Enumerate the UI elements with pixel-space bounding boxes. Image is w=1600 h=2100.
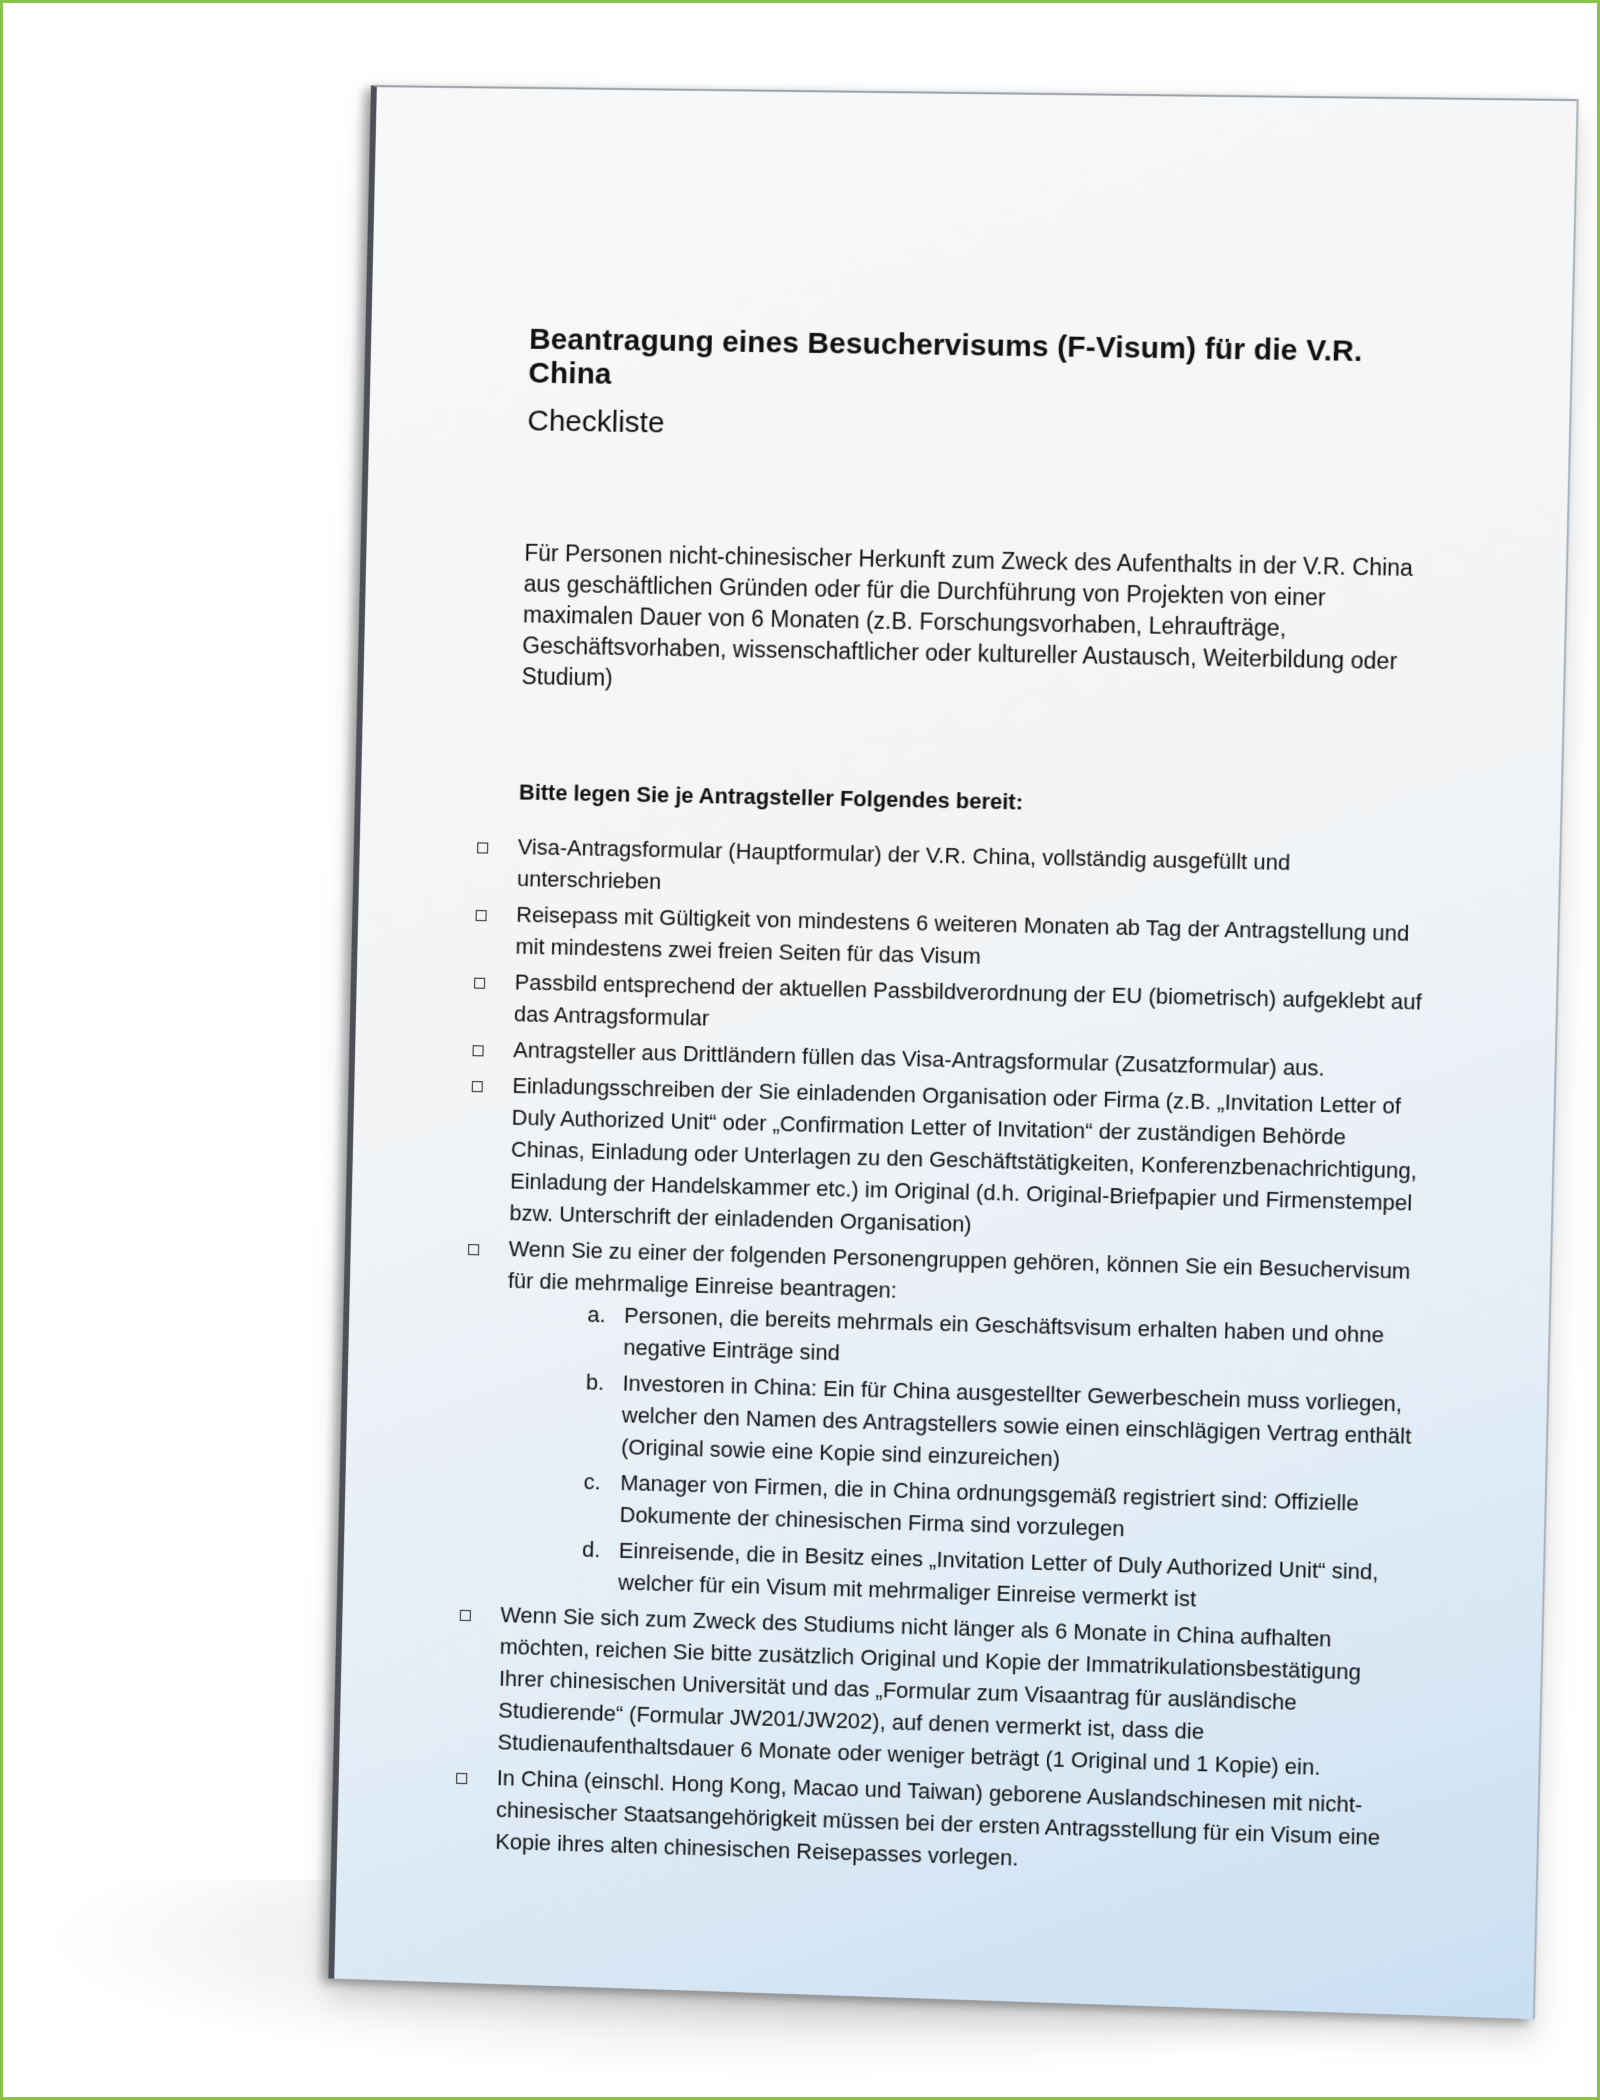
checkbox-icon — [456, 1773, 467, 1784]
sublist-item-text: Investoren in China: Ein für China ausgestellter Gewerbeschein muss vorliegen, welcher den Namen des Antragstellers sowie einen einschlägigen Vertrag enthält (Original sowie eine Kopie sind einzureichen) — [620, 1370, 1412, 1472]
checklist-item-text: Einladungsschreiben der Sie einladenden Organisation oder Firma (z.B. „Invitation Letter of Duly Authorized Unit“ oder „Confirmation Letter of Invitation“ der zuständigen Behörde Chinas, Einladung oder Unterlagen zu den Geschäftstätigkeiten, Konferenzbenachrichtigung, Einladung der Handelskammer etc.) im Original (d.h. Original-Briefpapier und Firmenstempel bzw. Unterschrift der einladenden Organisation) — [509, 1072, 1418, 1237]
checkbox-icon — [474, 978, 485, 989]
checklist-item — [509, 1070, 1422, 1252]
intro-paragraph: Für Personen nicht-chinesischer Herkunft zum Zweck des Aufenthalts in der V.R. China aus geschäftlichen Gründen oder für die Durchführung von Projekten von einer maximalen Dauer von 6 Monaten (z.B. Forschungsvorhaben, Lehraufträge, Geschäftsvorhaben, wissenschaftlicher oder kultureller Austausch, Weiterbildung oder Studium) — [521, 539, 1414, 691]
checkbox-icon — [477, 842, 488, 853]
document-page-wrapper — [328, 85, 1570, 2017]
document-content — [495, 323, 1440, 1891]
document-title: Beantragung eines Besuchervisums (F-Visum) für die V.R. China — [528, 322, 1363, 391]
document-subtitle: Checkliste — [527, 404, 665, 440]
checkbox-icon — [468, 1244, 479, 1255]
checkbox-icon — [473, 1045, 484, 1056]
sublist-letter: d. — [581, 1536, 601, 1563]
checkbox-icon — [476, 910, 487, 921]
checklist-item-text: Antragsteller aus Drittländern füllen das Visa-Antragsformular (Zusatzformular) aus. — [512, 1037, 1326, 1081]
checklist-item-text: Visa-Antragsformular (Hauptformular) der V.R. China, vollständig ausgefüllt und unterschrieben — [516, 834, 1291, 894]
sublist-item-text: Manager von Firmen, die in China ordnungsgemäß registriert sind: Offizielle Dokumente der chinesischen Firma sind vorzulegen — [619, 1470, 1359, 1542]
checkbox-icon — [472, 1081, 483, 1092]
document-page — [328, 85, 1578, 2019]
sublist-letter: a. — [587, 1301, 606, 1328]
checklist-item — [497, 1599, 1410, 1786]
checklist-item-text: In China (einschl. Hong Kong, Macao und Taiwan) geborene Auslandschinesen mit nicht-chinesischer Staatsangehörigkeit müssen bei der ersten Antragsstellung für ein Visum eine Kopie ihres alten chinesischen Reisepasses vorlegen. — [495, 1765, 1381, 1871]
checklist — [495, 831, 1428, 1887]
sublist — [501, 1297, 1417, 1622]
checklist-item-text: Wenn Sie zu einer der folgenden Personengruppen gehören, können Sie ein Besuchervisum für die mehrmalige Einreise beantragen: — [507, 1236, 1411, 1303]
checklist-item-text: Passbild entsprechend der aktuellen Passbildverordnung der EU (biometrisch) aufgeklebt auf das Antragsformular — [513, 969, 1423, 1031]
sublist-item — [585, 1368, 1416, 1486]
checklist-item-text: Reisepass mit Gültigkeit von mindestens 6 weiteren Monaten ab Tag der Antragstellung und mit mindestens zwei freien Seiten für das Visum — [515, 901, 1410, 969]
list-heading: Bitte legen Sie je Antragsteller Folgendes bereit: — [518, 779, 1024, 815]
checklist-item — [501, 1233, 1419, 1622]
checklist-item-text: Wenn Sie sich zum Zweck des Studiums nicht länger als 6 Monate in China aufhalten möchten, reichen Sie bitte zusätzlich Original und Kopie der Immatrikulationsbestätigung Ihrer chinesischen Universität und das „Formular zum Visaantrag für ausländische Studierende“ (Formular JW201/JW202), auf denen vermerkt ist, dass die Studienaufenthaltsdauer 6 Monate oder weniger beträgt (1 Original und 1 Kopie) ein. — [497, 1602, 1362, 1780]
sublist-item-text: Einreisende, die in Besitz eines „Invitation Letter of Duly Authorized Unit“ sind, welcher für ein Visum mit mehrmaliger Einreise vermerkt ist — [617, 1537, 1379, 1612]
sublist-item-text: Personen, die bereits mehrmals ein Geschäftsvisum erhalten haben und ohne negative Einträge sind — [623, 1302, 1385, 1366]
checkbox-icon — [460, 1610, 471, 1621]
sublist-letter: b. — [585, 1369, 605, 1395]
sublist-letter: c. — [583, 1469, 601, 1495]
